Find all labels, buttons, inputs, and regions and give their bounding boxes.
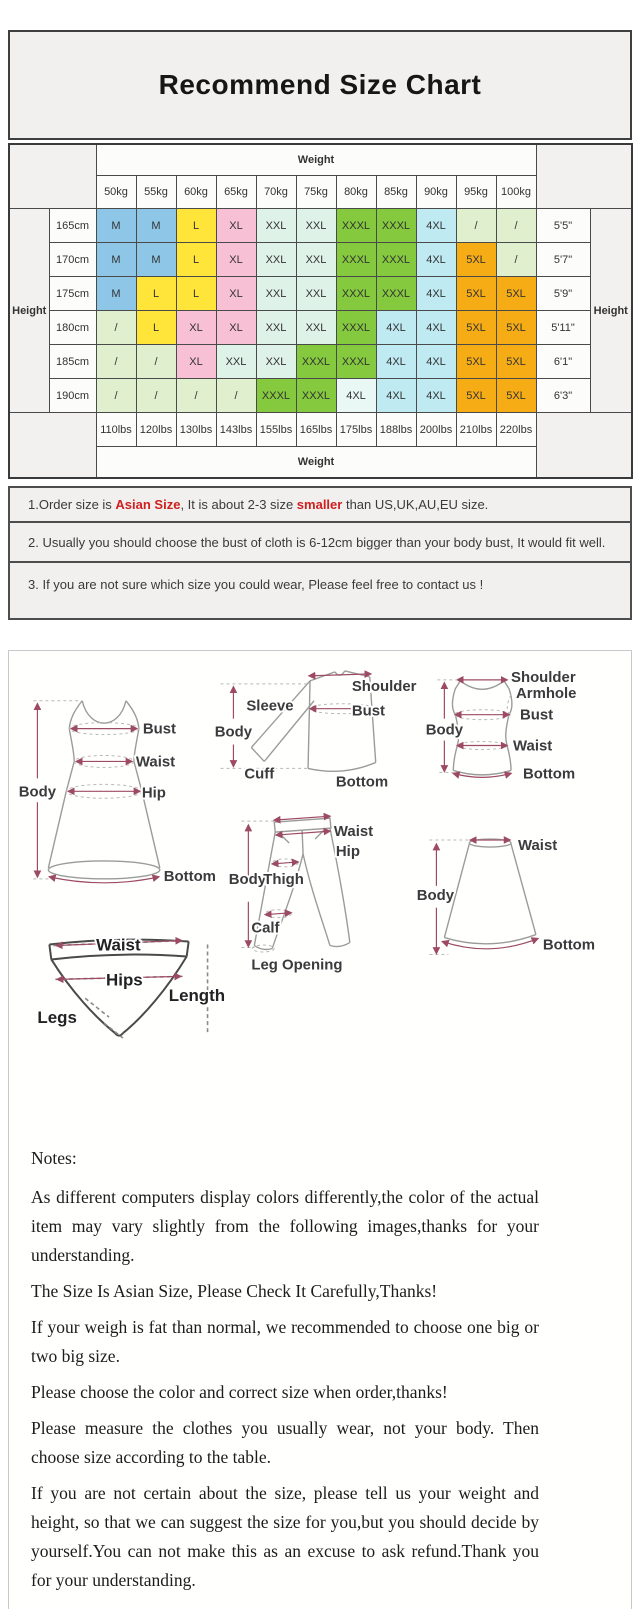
height-ft-cell: 6'1" bbox=[536, 345, 590, 379]
notes-heading: Notes: bbox=[31, 1148, 77, 1168]
title-box bbox=[8, 30, 632, 140]
height-header-right: Height bbox=[590, 209, 632, 413]
weight-lbs-cell: 188lbs bbox=[376, 413, 416, 447]
bottom-notes bbox=[9, 1144, 631, 1595]
size-cell: / bbox=[136, 379, 176, 413]
weight-kg-cell: 50kg bbox=[96, 176, 136, 209]
size-cell: 5XL bbox=[456, 379, 496, 413]
size-cell: 4XL bbox=[416, 209, 456, 243]
size-cell: XXL bbox=[296, 243, 336, 277]
page-title: Recommend Size Chart bbox=[158, 69, 482, 100]
weight-kg-cell: 60kg bbox=[176, 176, 216, 209]
size-cell: L bbox=[176, 209, 216, 243]
size-chart-table bbox=[8, 143, 633, 479]
weight-lbs-cell: 200lbs bbox=[416, 413, 456, 447]
table-corner bbox=[536, 413, 632, 479]
weight-kg-cell: 55kg bbox=[136, 176, 176, 209]
briefs-hips-label: Hips bbox=[106, 970, 143, 990]
weight-lbs-cell: 210lbs bbox=[456, 413, 496, 447]
size-cell: XXXL bbox=[376, 243, 416, 277]
order-note-1 bbox=[10, 488, 630, 523]
notes-paragraph: The Size Is Asian Size, Please Check It Carefully,Thanks! bbox=[31, 1281, 438, 1301]
vest-body-label: Body bbox=[425, 721, 464, 739]
dress-bust-label: Bust bbox=[142, 720, 177, 738]
size-cell: XXXL bbox=[336, 311, 376, 345]
vest-bust-label: Bust bbox=[519, 706, 554, 724]
pants-leg-opening-label: Leg Opening bbox=[251, 956, 343, 974]
size-cell: M bbox=[136, 243, 176, 277]
height-ft-cell: 5'11" bbox=[536, 311, 590, 345]
height-cm-cell: 180cm bbox=[49, 311, 96, 345]
size-cell: 4XL bbox=[416, 277, 456, 311]
briefs-legs-label: Legs bbox=[37, 1008, 77, 1028]
size-cell: 5XL bbox=[456, 243, 496, 277]
dress-bottom-label: Bottom bbox=[163, 867, 216, 885]
weight-lbs-cell: 220lbs bbox=[496, 413, 536, 447]
size-cell: XXL bbox=[216, 345, 256, 379]
weight-kg-cell: 95kg bbox=[456, 176, 496, 209]
height-ft-cell: 5'7" bbox=[536, 243, 590, 277]
size-cell: 5XL bbox=[456, 277, 496, 311]
size-cell: / bbox=[496, 209, 536, 243]
notes-paragraph-list bbox=[31, 1183, 539, 1595]
size-cell: XXXL bbox=[336, 277, 376, 311]
size-cell: L bbox=[136, 277, 176, 311]
height-ft-cell: 6'3" bbox=[536, 379, 590, 413]
size-cell: 4XL bbox=[376, 311, 416, 345]
size-cell: XXXL bbox=[336, 345, 376, 379]
pants-calf-label: Calf bbox=[251, 919, 280, 937]
weight-kg-cell: 85kg bbox=[376, 176, 416, 209]
size-cell: M bbox=[96, 243, 136, 277]
table-corner bbox=[9, 413, 96, 479]
vest-waist-label: Waist bbox=[513, 737, 553, 755]
dress-diagram bbox=[19, 701, 216, 885]
weight-kg-cell: 90kg bbox=[416, 176, 456, 209]
size-cell: 5XL bbox=[456, 311, 496, 345]
size-cell: XL bbox=[216, 243, 256, 277]
size-cell: 4XL bbox=[416, 311, 456, 345]
height-header-left: Height bbox=[9, 209, 49, 413]
pants-diagram bbox=[229, 816, 373, 973]
weight-kg-cell: 100kg bbox=[496, 176, 536, 209]
shirt-bottom-label: Bottom bbox=[335, 773, 389, 791]
size-cell: XXXL bbox=[336, 243, 376, 277]
size-cell: 5XL bbox=[496, 345, 536, 379]
size-cell: XXL bbox=[296, 209, 336, 243]
weight-kg-cell: 80kg bbox=[336, 176, 376, 209]
size-cell: 5XL bbox=[496, 311, 536, 345]
vest-armhole-label: Armhole bbox=[516, 684, 577, 702]
weight-kg-cell: 75kg bbox=[296, 176, 336, 209]
weight-kg-cell: 70kg bbox=[256, 176, 296, 209]
size-cell: / bbox=[96, 311, 136, 345]
size-cell: XXXL bbox=[336, 209, 376, 243]
pants-thigh-label: Thigh bbox=[263, 870, 304, 888]
size-cell: / bbox=[456, 209, 496, 243]
size-cell: / bbox=[176, 379, 216, 413]
size-cell: XXL bbox=[256, 345, 296, 379]
notes-paragraph: If your weigh is fat than normal, we recommended to choose one big or two big size. bbox=[31, 1317, 539, 1366]
asian-size-highlight: Asian Size bbox=[115, 497, 181, 512]
pants-hip-label: Hip bbox=[335, 842, 360, 860]
notes-paragraph: Please measure the clothes you usually wear, not your body. Then choose size according to the table. bbox=[31, 1418, 539, 1467]
skirt-diagram bbox=[417, 837, 595, 954]
size-cell: XXXL bbox=[376, 209, 416, 243]
height-cm-cell: 165cm bbox=[49, 209, 96, 243]
notes-paragraph: If you are not certain about the size, please tell us your weight and height, so that we can suggest the size for you,but you should decide by yourself.You can not make this as an excuse to ask refund.Thank you for your understanding. bbox=[31, 1483, 539, 1590]
weight-lbs-cell: 120lbs bbox=[136, 413, 176, 447]
size-cell: L bbox=[176, 243, 216, 277]
size-cell: XXL bbox=[256, 311, 296, 345]
weight-lbs-cell: 130lbs bbox=[176, 413, 216, 447]
briefs-length-label: Length bbox=[168, 986, 226, 1006]
size-cell: L bbox=[176, 277, 216, 311]
size-cell: 5XL bbox=[456, 345, 496, 379]
dress-waist-label: Waist bbox=[135, 753, 176, 771]
size-cell: XXL bbox=[256, 277, 296, 311]
skirt-body-label: Body bbox=[416, 886, 455, 904]
size-cell: M bbox=[96, 209, 136, 243]
briefs-diagram bbox=[37, 935, 225, 1038]
size-cell: XL bbox=[216, 209, 256, 243]
weight-lbs-cell: 165lbs bbox=[296, 413, 336, 447]
size-cell: M bbox=[96, 277, 136, 311]
size-cell: 4XL bbox=[416, 345, 456, 379]
shirt-shoulder-label: Shoulder bbox=[351, 677, 417, 695]
size-cell: / bbox=[136, 345, 176, 379]
size-cell: 5XL bbox=[496, 379, 536, 413]
note-1-text: 1.Order size is Asian Size, It is about 2-3 size smaller than US,UK,AU,EU size. bbox=[28, 497, 489, 512]
size-cell: / bbox=[96, 379, 136, 413]
size-cell: 5XL bbox=[496, 277, 536, 311]
briefs-waist-label: Waist bbox=[96, 935, 141, 955]
weight-header-bottom: Weight bbox=[96, 447, 536, 479]
size-cell: XXXL bbox=[296, 345, 336, 379]
size-cell: XXL bbox=[256, 243, 296, 277]
size-cell: XL bbox=[216, 277, 256, 311]
size-cell: XXL bbox=[296, 277, 336, 311]
shirt-cuff-label: Cuff bbox=[244, 765, 275, 783]
size-cell: XL bbox=[216, 311, 256, 345]
size-cell: 4XL bbox=[376, 345, 416, 379]
shirt-diagram bbox=[215, 671, 417, 790]
size-cell: XXL bbox=[296, 311, 336, 345]
height-ft-cell: 5'9" bbox=[536, 277, 590, 311]
shirt-body-label: Body bbox=[214, 723, 253, 741]
note-2-text: 2. Usually you should choose the bust of cloth is 6-12cm bigger than your body bust, It would fit well. bbox=[28, 534, 606, 550]
height-cm-cell: 185cm bbox=[49, 345, 96, 379]
pants-waist-label: Waist bbox=[333, 823, 374, 841]
weight-header-top: Weight bbox=[96, 144, 536, 176]
size-cell: XL bbox=[176, 345, 216, 379]
shirt-bust-label: Bust bbox=[351, 702, 385, 720]
height-cm-cell: 190cm bbox=[49, 379, 96, 413]
dress-body-label: Body bbox=[18, 783, 57, 801]
vest-bottom-label: Bottom bbox=[522, 765, 576, 783]
smaller-highlight: smaller bbox=[296, 497, 343, 512]
size-cell: M bbox=[136, 209, 176, 243]
size-cell: XXXL bbox=[256, 379, 296, 413]
dress-hip-label: Hip bbox=[141, 784, 166, 802]
size-cell: 4XL bbox=[416, 243, 456, 277]
size-cell: XXL bbox=[256, 209, 296, 243]
table-corner bbox=[536, 144, 632, 209]
notes-paragraph: As different computers display colors differently,the color of the actual item may vary slightly from the following images,thanks for your understanding. bbox=[31, 1187, 539, 1265]
order-notes-box bbox=[8, 486, 632, 620]
size-cell: / bbox=[496, 243, 536, 277]
size-cell: 4XL bbox=[416, 379, 456, 413]
vest-diagram bbox=[426, 669, 577, 783]
skirt-bottom-label: Bottom bbox=[542, 936, 596, 954]
size-cell: XXXL bbox=[296, 379, 336, 413]
skirt-waist-label: Waist bbox=[518, 837, 558, 854]
size-cell: XL bbox=[176, 311, 216, 345]
weight-lbs-cell: 110lbs bbox=[96, 413, 136, 447]
height-cm-cell: 175cm bbox=[49, 277, 96, 311]
notes-paragraph: Please choose the color and correct size when order,thanks! bbox=[31, 1382, 448, 1402]
measurement-section bbox=[8, 650, 632, 1609]
size-cell: / bbox=[96, 345, 136, 379]
size-cell: XXXL bbox=[376, 277, 416, 311]
size-cell: 4XL bbox=[336, 379, 376, 413]
size-cell: L bbox=[136, 311, 176, 345]
note-3-text: 3. If you are not sure which size you could wear, Please feel free to contact us ! bbox=[28, 577, 484, 592]
order-note-3 bbox=[10, 563, 630, 618]
weight-lbs-cell: 143lbs bbox=[216, 413, 256, 447]
weight-lbs-cell: 175lbs bbox=[336, 413, 376, 447]
measurement-diagrams bbox=[9, 651, 630, 1049]
weight-kg-cell: 65kg bbox=[216, 176, 256, 209]
size-cell: 4XL bbox=[376, 379, 416, 413]
shirt-sleeve-label: Sleeve bbox=[246, 697, 294, 715]
weight-lbs-cell: 155lbs bbox=[256, 413, 296, 447]
order-note-2 bbox=[10, 523, 630, 563]
table-corner bbox=[9, 144, 96, 209]
vest-shoulder-label: Shoulder bbox=[511, 668, 576, 686]
size-cell: / bbox=[216, 379, 256, 413]
height-cm-cell: 170cm bbox=[49, 243, 96, 277]
height-ft-cell: 5'5" bbox=[536, 209, 590, 243]
pants-body-label: Body bbox=[228, 870, 266, 888]
